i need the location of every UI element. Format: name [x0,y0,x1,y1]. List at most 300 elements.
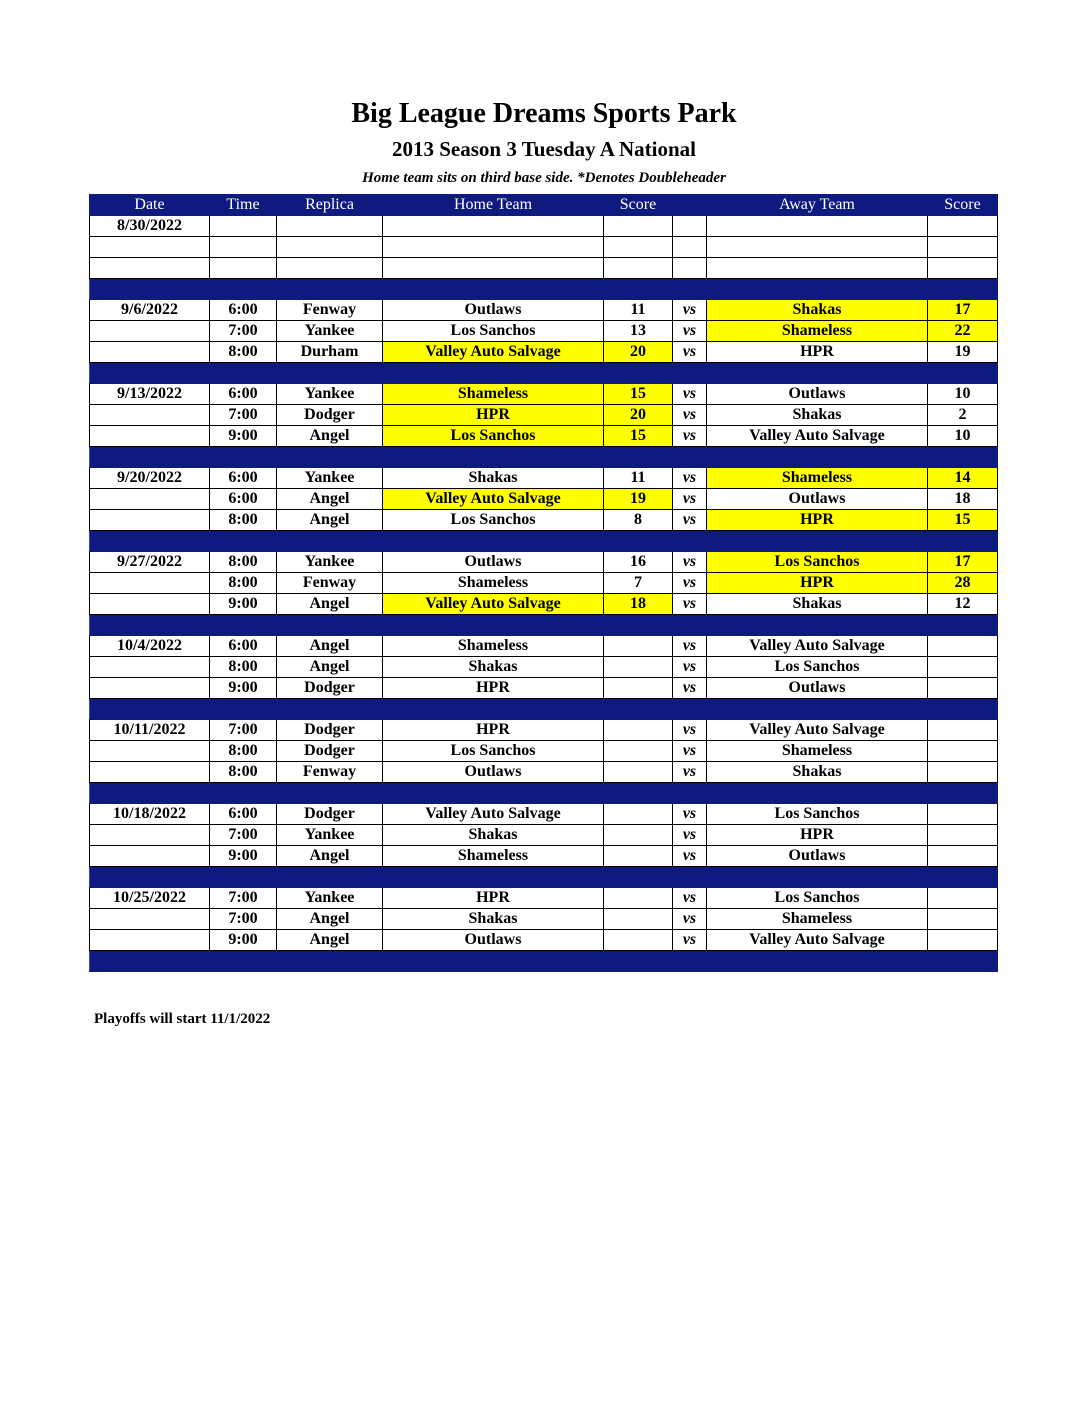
replica-cell: Angel [277,636,383,657]
away-score-cell: 17 [928,552,998,573]
date-cell [90,405,210,426]
separator-cell [277,363,383,384]
vs-cell: vs [673,468,707,489]
column-header-home-team: Home Team [383,195,604,216]
away-team-cell: Los Sanchos [707,804,928,825]
away-team-cell: Los Sanchos [707,552,928,573]
separator-cell [604,615,673,636]
away-score-cell: 17 [928,300,998,321]
week-separator-row [90,531,998,552]
home-team-cell: Shameless [383,846,604,867]
away-score-cell [928,636,998,657]
separator-cell [673,279,707,300]
away-score-cell [928,762,998,783]
away-team-cell: Valley Auto Salvage [707,720,928,741]
separator-cell [673,783,707,804]
time-cell: 6:00 [210,468,277,489]
away-score-cell: 18 [928,489,998,510]
home-team-cell: Outlaws [383,552,604,573]
separator-cell [383,615,604,636]
home-team-cell: Shameless [383,573,604,594]
away-team-cell: Los Sanchos [707,888,928,909]
away-team-cell: Shakas [707,762,928,783]
page-title: Big League Dreams Sports Park [351,98,737,129]
separator-cell [383,699,604,720]
away-team-cell: Los Sanchos [707,657,928,678]
home-team-cell: Shameless [383,384,604,405]
away-score-cell: 28 [928,573,998,594]
time-cell [210,216,277,237]
separator-cell [210,699,277,720]
vs-cell: vs [673,930,707,951]
replica-cell: Angel [277,510,383,531]
replica-cell: Angel [277,594,383,615]
home-team-cell: Shakas [383,468,604,489]
date-cell: 10/18/2022 [90,804,210,825]
replica-cell: Dodger [277,405,383,426]
game-row [90,930,998,951]
replica-cell: Yankee [277,888,383,909]
separator-cell [928,363,998,384]
away-team-cell: HPR [707,573,928,594]
vs-cell: vs [673,594,707,615]
date-cell [90,594,210,615]
game-row [90,678,998,699]
separator-cell [210,867,277,888]
separator-cell [707,783,928,804]
vs-cell: vs [673,909,707,930]
home-team-cell: Valley Auto Salvage [383,489,604,510]
away-score-cell: 10 [928,384,998,405]
separator-cell [673,447,707,468]
game-row [90,846,998,867]
vs-cell [673,216,707,237]
away-team-cell: Shameless [707,468,928,489]
game-row [90,468,998,489]
game-row [90,426,998,447]
week-separator-row [90,951,998,972]
date-cell: 10/11/2022 [90,720,210,741]
game-row [90,636,998,657]
away-score-cell [928,657,998,678]
time-cell: 7:00 [210,720,277,741]
away-team-cell [707,237,928,258]
separator-cell [90,951,210,972]
replica-cell: Yankee [277,321,383,342]
away-score-cell [928,741,998,762]
date-cell: 9/6/2022 [90,300,210,321]
separator-cell [90,531,210,552]
home-team-cell: Outlaws [383,930,604,951]
separator-cell [277,531,383,552]
time-cell [210,258,277,279]
separator-cell [604,699,673,720]
time-cell: 8:00 [210,342,277,363]
separator-cell [928,699,998,720]
home-score-cell: 19 [604,489,673,510]
home-score-cell [604,741,673,762]
vs-cell: vs [673,825,707,846]
separator-cell [90,615,210,636]
home-team-cell [383,237,604,258]
separator-cell [707,699,928,720]
away-team-cell: HPR [707,825,928,846]
away-team-cell: Valley Auto Salvage [707,636,928,657]
separator-cell [90,447,210,468]
replica-cell: Yankee [277,552,383,573]
replica-cell [277,258,383,279]
vs-cell: vs [673,720,707,741]
time-cell: 8:00 [210,762,277,783]
separator-cell [604,279,673,300]
time-cell: 7:00 [210,825,277,846]
game-row [90,258,998,279]
vs-cell: vs [673,657,707,678]
replica-cell: Dodger [277,741,383,762]
replica-cell: Dodger [277,720,383,741]
vs-cell: vs [673,426,707,447]
game-row [90,405,998,426]
separator-cell [277,447,383,468]
separator-cell [383,447,604,468]
home-score-cell [604,909,673,930]
date-cell [90,846,210,867]
separator-cell [277,867,383,888]
away-team-cell: Shakas [707,594,928,615]
replica-cell: Yankee [277,384,383,405]
game-row [90,594,998,615]
home-score-cell [604,237,673,258]
time-cell: 8:00 [210,552,277,573]
vs-cell: vs [673,888,707,909]
away-team-cell: Shameless [707,909,928,930]
away-score-cell: 14 [928,468,998,489]
separator-cell [928,783,998,804]
separator-cell [604,867,673,888]
replica-cell: Yankee [277,825,383,846]
date-cell [90,657,210,678]
replica-cell [277,237,383,258]
away-score-cell [928,825,998,846]
away-score-cell [928,888,998,909]
game-row [90,216,998,237]
separator-cell [928,279,998,300]
separator-cell [383,783,604,804]
week-separator-row [90,363,998,384]
game-row [90,720,998,741]
separator-cell [210,615,277,636]
separator-cell [707,951,928,972]
time-cell: 6:00 [210,300,277,321]
separator-cell [928,615,998,636]
home-score-cell: 15 [604,384,673,405]
separator-cell [673,951,707,972]
home-score-cell: 7 [604,573,673,594]
time-cell: 7:00 [210,405,277,426]
home-score-cell [604,846,673,867]
date-cell: 10/4/2022 [90,636,210,657]
away-score-cell: 19 [928,342,998,363]
column-header-time: Time [210,195,277,216]
column-header-replica: Replica [277,195,383,216]
vs-cell: vs [673,762,707,783]
home-score-cell: 18 [604,594,673,615]
home-team-cell: HPR [383,888,604,909]
home-team-cell: Valley Auto Salvage [383,342,604,363]
game-row [90,762,998,783]
replica-cell: Fenway [277,762,383,783]
separator-cell [277,699,383,720]
home-team-cell: Los Sanchos [383,510,604,531]
separator-cell [383,951,604,972]
vs-cell [673,258,707,279]
separator-cell [383,531,604,552]
game-row [90,237,998,258]
game-row [90,741,998,762]
replica-cell: Angel [277,846,383,867]
home-team-cell: Outlaws [383,762,604,783]
replica-cell: Fenway [277,573,383,594]
date-cell: 9/27/2022 [90,552,210,573]
replica-cell: Dodger [277,678,383,699]
time-cell: 8:00 [210,573,277,594]
replica-cell: Angel [277,909,383,930]
away-score-cell [928,930,998,951]
date-cell [90,909,210,930]
away-team-cell [707,258,928,279]
playoffs-note: Playoffs will start 11/1/2022 [94,1011,271,1027]
home-team-cell: HPR [383,678,604,699]
vs-cell: vs [673,300,707,321]
vs-cell: vs [673,321,707,342]
separator-cell [277,783,383,804]
home-team-cell: HPR [383,720,604,741]
home-score-cell: 13 [604,321,673,342]
home-team-cell: Shakas [383,657,604,678]
vs-cell: vs [673,741,707,762]
home-score-cell [604,762,673,783]
column-header-away-score: Score [928,195,998,216]
home-team-cell: Valley Auto Salvage [383,804,604,825]
time-cell: 9:00 [210,846,277,867]
vs-cell: vs [673,489,707,510]
date-cell: 9/20/2022 [90,468,210,489]
time-cell: 6:00 [210,489,277,510]
separator-cell [604,783,673,804]
separator-cell [277,615,383,636]
date-cell: 9/13/2022 [90,384,210,405]
separator-cell [707,447,928,468]
vs-cell: vs [673,846,707,867]
home-score-cell: 8 [604,510,673,531]
game-row [90,321,998,342]
week-separator-row [90,699,998,720]
week-separator-row [90,783,998,804]
week-separator-row [90,615,998,636]
date-cell [90,237,210,258]
game-row [90,342,998,363]
separator-cell [90,867,210,888]
home-team-cell [383,216,604,237]
column-header-away-team: Away Team [707,195,928,216]
vs-cell: vs [673,510,707,531]
time-cell: 6:00 [210,804,277,825]
separator-cell [673,867,707,888]
game-row [90,510,998,531]
separator-cell [928,951,998,972]
separator-cell [210,783,277,804]
replica-cell [277,216,383,237]
home-score-cell: 20 [604,342,673,363]
week-separator-row [90,279,998,300]
time-cell: 9:00 [210,678,277,699]
away-score-cell [928,237,998,258]
time-cell: 7:00 [210,321,277,342]
separator-cell [928,531,998,552]
separator-cell [673,531,707,552]
replica-cell: Angel [277,657,383,678]
away-team-cell: Valley Auto Salvage [707,426,928,447]
away-team-cell: Outlaws [707,489,928,510]
replica-cell: Dodger [277,804,383,825]
away-score-cell [928,720,998,741]
home-score-cell: 20 [604,405,673,426]
date-cell [90,573,210,594]
date-cell [90,342,210,363]
time-cell [210,237,277,258]
separator-cell [277,279,383,300]
vs-cell: vs [673,342,707,363]
away-score-cell [928,909,998,930]
away-score-cell: 22 [928,321,998,342]
date-cell [90,510,210,531]
time-cell: 8:00 [210,657,277,678]
date-cell [90,678,210,699]
away-score-cell: 2 [928,405,998,426]
time-cell: 6:00 [210,636,277,657]
separator-cell [707,279,928,300]
home-score-cell [604,930,673,951]
home-score-cell [604,678,673,699]
home-score-cell: 16 [604,552,673,573]
column-header-home-score: Score [604,195,673,216]
away-score-cell: 10 [928,426,998,447]
away-team-cell: Shameless [707,741,928,762]
away-score-cell: 12 [928,594,998,615]
date-cell: 8/30/2022 [90,216,210,237]
home-score-cell [604,216,673,237]
home-score-cell [604,804,673,825]
separator-cell [383,867,604,888]
separator-cell [383,279,604,300]
week-separator-row [90,447,998,468]
vs-cell [673,237,707,258]
separator-cell [90,699,210,720]
separator-cell [210,951,277,972]
home-score-cell [604,657,673,678]
schedule-body [90,216,998,972]
away-score-cell [928,258,998,279]
away-team-cell [707,216,928,237]
away-team-cell: HPR [707,342,928,363]
date-cell [90,258,210,279]
replica-cell: Angel [277,489,383,510]
vs-cell: vs [673,552,707,573]
date-cell [90,762,210,783]
home-score-cell: 15 [604,426,673,447]
away-team-cell: Outlaws [707,846,928,867]
separator-cell [673,699,707,720]
date-cell [90,825,210,846]
time-cell: 9:00 [210,594,277,615]
date-cell [90,930,210,951]
column-header-vs [673,195,707,216]
replica-cell: Angel [277,930,383,951]
away-team-cell: Valley Auto Salvage [707,930,928,951]
home-score-cell [604,636,673,657]
home-team-cell: Los Sanchos [383,741,604,762]
home-team-cell: Los Sanchos [383,321,604,342]
away-team-cell: Outlaws [707,384,928,405]
home-team-cell: Los Sanchos [383,426,604,447]
away-score-cell [928,804,998,825]
away-score-cell [928,216,998,237]
replica-cell: Yankee [277,468,383,489]
separator-cell [90,363,210,384]
home-score-cell [604,720,673,741]
game-row [90,384,998,405]
header-row [90,195,998,216]
game-row [90,300,998,321]
separator-cell [604,363,673,384]
replica-cell: Fenway [277,300,383,321]
away-team-cell: Shakas [707,300,928,321]
separator-cell [673,363,707,384]
time-cell: 8:00 [210,741,277,762]
separator-cell [210,447,277,468]
home-team-cell: Outlaws [383,300,604,321]
week-separator-row [90,867,998,888]
home-team-cell: Shameless [383,636,604,657]
column-header-date: Date [90,195,210,216]
separator-cell [673,615,707,636]
home-score-cell: 11 [604,468,673,489]
home-score-cell [604,258,673,279]
separator-cell [928,447,998,468]
date-cell [90,426,210,447]
away-team-cell: HPR [707,510,928,531]
separator-cell [928,867,998,888]
away-team-cell: Shakas [707,405,928,426]
home-team-cell: Valley Auto Salvage [383,594,604,615]
home-score-cell [604,825,673,846]
vs-cell: vs [673,804,707,825]
vs-cell: vs [673,636,707,657]
away-team-cell: Shameless [707,321,928,342]
game-row [90,489,998,510]
separator-cell [90,783,210,804]
date-cell [90,321,210,342]
separator-cell [707,363,928,384]
separator-cell [707,615,928,636]
home-score-cell [604,888,673,909]
home-team-cell: Shakas [383,825,604,846]
date-cell [90,741,210,762]
home-score-cell: 11 [604,300,673,321]
date-cell [90,489,210,510]
separator-cell [707,531,928,552]
game-row [90,825,998,846]
